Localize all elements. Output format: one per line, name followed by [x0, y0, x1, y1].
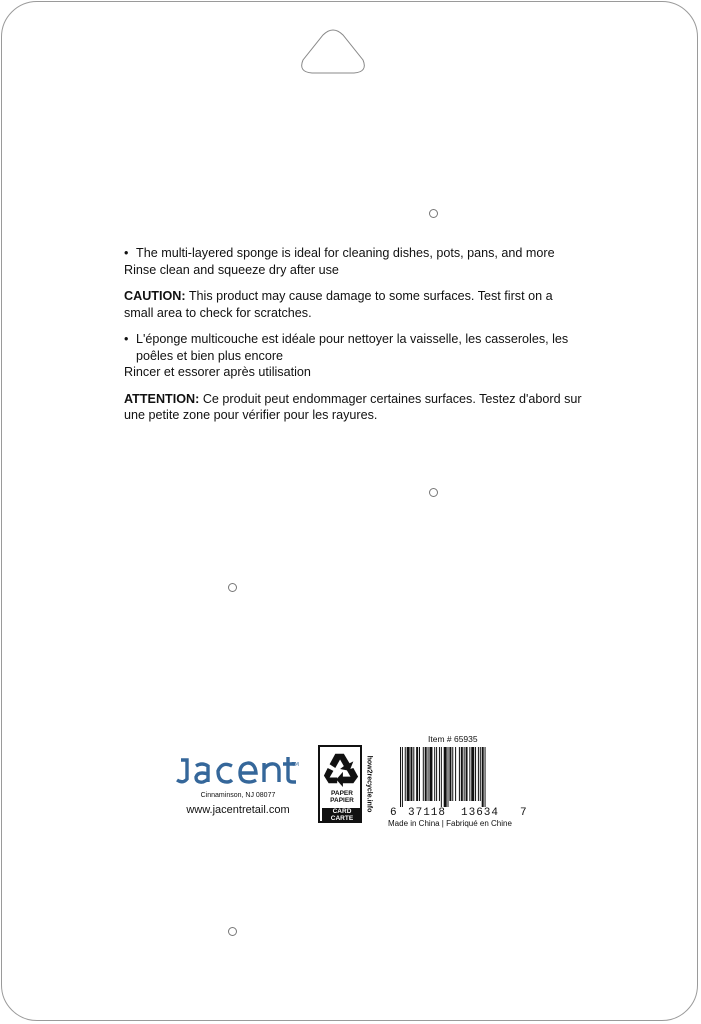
barcode-group-2: 13634: [461, 807, 500, 819]
barcode-bar: [441, 747, 442, 807]
brand-logo: [173, 752, 303, 816]
barcode-bar: [471, 747, 474, 801]
bullet-en-text: The multi-layered sponge is ideal for cleaning dishes, pots, pans, and more: [136, 246, 555, 260]
barcode-bar: [464, 747, 465, 801]
jacent-wordmark: [175, 752, 301, 786]
barcode-bars: [400, 747, 518, 807]
barcode-bar: [405, 747, 406, 801]
paper-en: PAPER: [331, 790, 353, 797]
barcode-bar: [400, 747, 401, 807]
barcode-bar: [466, 747, 468, 801]
attention-label: ATTENTION:: [124, 391, 200, 406]
bullet-fr-text: L'éponge multicouche est idéale pour nettoyer la vaisselle, les casseroles, les poêles et bien plus encore: [136, 332, 569, 363]
hang-hole: [0, 0, 701, 90]
card-fr: CARTE: [330, 815, 354, 822]
barcode-bar: [434, 747, 435, 801]
barcode-bar: [419, 747, 420, 801]
barcode-bar: [425, 747, 427, 801]
bullet-fr: [124, 331, 584, 364]
rinse-fr: Rincer et essorer après utilisation: [124, 365, 311, 379]
barcode-bar: [423, 747, 424, 801]
rinse-en: Rinse clean and squeeze dry after use: [124, 262, 339, 277]
barcode-bar: [410, 747, 412, 801]
recycle-box: [318, 745, 362, 823]
barcode-bar: [449, 747, 451, 801]
instructions: [124, 245, 584, 424]
brand-address: Cinnaminson, NJ 08077: [200, 792, 276, 799]
attention-text: Ce produit peut endommager certaines surfaces. Testez d'abord sur une petite zone pour vérifier pour les rayures.: [124, 391, 582, 422]
recycle-icon: [322, 750, 360, 788]
barcode-bar: [475, 747, 476, 801]
bullet-en: [124, 245, 584, 262]
caution-label: CAUTION:: [124, 289, 186, 303]
barcode-group-1: 37118: [408, 807, 447, 819]
how2recycle-label: [318, 745, 374, 824]
recycle-url-text: how2recycle.info: [365, 755, 373, 813]
die-cut-dot: [429, 209, 438, 218]
brand-wordmark: [173, 752, 303, 790]
card-label: [322, 808, 362, 823]
trademark-mark: TM: [291, 762, 299, 768]
barcode-bar: [439, 747, 440, 801]
die-cut-dot: [228, 583, 237, 592]
caution-text: This product may cause damage to some surfaces. Test first on a small area to check for scratches.: [124, 289, 553, 320]
barcode-digit-right: 7: [520, 807, 528, 819]
bullet-icon: •: [124, 332, 129, 346]
brand-website: www.jacentretail.com: [186, 804, 290, 816]
item-number: Item # 65935: [428, 734, 478, 744]
barcode-bar: [459, 747, 460, 801]
barcode-bar: [413, 747, 414, 801]
upc-barcode: [388, 734, 528, 834]
barcode-bar: [448, 747, 449, 807]
die-cut-dot: [429, 488, 438, 497]
recycle-url: [363, 745, 375, 823]
barcode-bar: [482, 747, 484, 807]
barcode-bar: [461, 747, 463, 801]
paper-fr: PAPIER: [330, 797, 354, 804]
barcode-bar: [416, 747, 418, 801]
barcode-bar: [436, 747, 437, 801]
caution-en: [124, 288, 584, 321]
barcode-digit-left: 6: [390, 807, 398, 819]
barcode-bar: [485, 747, 486, 807]
attention-fr: [124, 391, 584, 424]
barcode-bar: [428, 747, 429, 801]
card-en: CARD: [332, 808, 352, 815]
barcode-bar: [402, 747, 403, 807]
barcode-bar: [469, 747, 470, 801]
barcode-bar: [452, 747, 453, 801]
barcode-bar: [407, 747, 410, 801]
barcode-bar: [444, 747, 447, 807]
country-of-origin: Made in China | Fabriqué en Chine: [388, 819, 512, 828]
barcode-bar: [478, 747, 479, 801]
barcode-bar: [429, 747, 432, 801]
barcode-bar: [455, 747, 456, 801]
packaging-card: [1, 1, 698, 1021]
barcode-bar: [480, 747, 481, 801]
bullet-icon: •: [124, 246, 129, 260]
die-cut-dot: [228, 927, 237, 936]
